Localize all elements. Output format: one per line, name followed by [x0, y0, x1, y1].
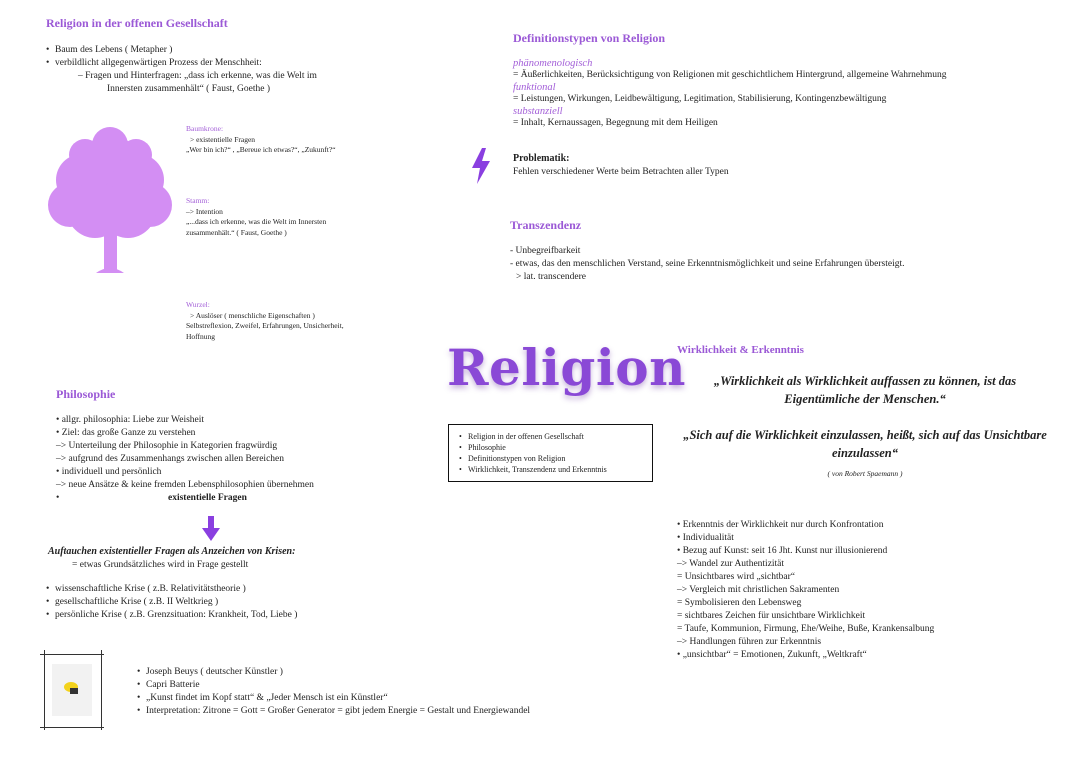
tree-root-text [186, 300, 416, 342]
root-label: Wurzel: [186, 300, 210, 309]
crown-label: Baumkrone: [186, 124, 224, 133]
root-line: > Auslöser ( menschliche Eigenschaften ) [190, 310, 315, 320]
trunk-line: zusammenhält.“ ( Faust, Goethe ) [186, 227, 287, 237]
beuys-artwork-image [40, 650, 104, 730]
list-item: = Symbolisieren den Lebensweg [677, 598, 802, 608]
list-item: • persönliche Krise ( z.B. Grenzsituation: Krankheit, Tod, Liebe ) [46, 609, 406, 622]
problem-title: Problematik: [513, 153, 570, 164]
crisis-subtitle: = etwas Grundsätzliches wird in Frage gestellt [72, 560, 249, 570]
section-title-wirklichkeit: Wirklichkeit & Erkenntnis [677, 344, 804, 356]
trunk-line: „...dass ich erkenne, was die Welt im Innersten [186, 217, 327, 226]
philosophie-text [56, 414, 396, 505]
definition-types [513, 58, 1033, 130]
trunk-label: Stamm: [186, 196, 210, 205]
trunk-line: –> Intention [186, 206, 223, 216]
list-item: • Joseph Beuys ( deutscher Künstler ) [137, 666, 617, 679]
crown-line: > existentielle Fragen [190, 134, 256, 144]
quote-2: „Sich auf die Wirklichkeit einzulassen, heißt, sich auf das Unsichtbare einzulassen“ [683, 428, 1047, 460]
page-title: Religion [447, 338, 687, 397]
def-type-name: substanziell [513, 106, 563, 117]
root-line: Hoffnung [186, 331, 216, 341]
section-title-gesellschaft: Religion in der offenen Gesellschaft [46, 16, 228, 30]
list-item: • Interpretation: Zitrone = Gott = Großer Generator = gibt jedem Energie = Gestalt und Energiewandel [137, 705, 617, 718]
quote-author: ( von Robert Spaemann ) [827, 469, 903, 478]
list-item: = Taufe, Kommunion, Firmung, Ehe/Weihe, Buße, Krankensalbung [677, 624, 935, 634]
def-type-desc: = Leistungen, Wirkungen, Leidbewältigung, Legitimation, Stabilisierung, Kontingenzbewältigung [513, 94, 887, 104]
list-item: • „Kunst findet im Kopf statt“ & „Jeder Mensch ist ein Künstler“ [137, 692, 617, 705]
list-item: • wissenschaftliche Krise ( z.B. Relativitätstheorie ) [46, 583, 406, 596]
crisis-list [46, 583, 406, 622]
list-item: • Ziel: das große Ganze zu verstehen [56, 428, 196, 438]
table-of-contents [448, 424, 653, 482]
list-item: –> Handlungen führen zur Erkenntnis [677, 637, 822, 647]
section-title-definitionstypen: Definitionstypen von Religion [513, 31, 666, 45]
list-item: - etwas, das den menschlichen Verstand, seine Erkenntnismöglichkeit und seine Erfahrungen übersteigt. [510, 259, 905, 269]
list-item: - Unbegreifbarkeit [510, 246, 581, 256]
def-type-name: funktional [513, 82, 556, 93]
list-item: –> aufgrund des Zusammenhangs zwischen allen Bereichen [56, 454, 285, 464]
quote-1: „Wirklichkeit als Wirklichkeit auffassen zu können, ist das Eigentümliche der Menschen.“ [713, 374, 1017, 406]
list-item: > lat. transcendere [516, 272, 586, 282]
problem-text: Fehlen verschiedener Werte beim Betrachten aller Typen [513, 167, 729, 177]
gesellschaft-text [46, 44, 406, 96]
section-title-transzendenz: Transzendenz [510, 218, 582, 232]
def-type-name: phänomenologisch [513, 58, 593, 69]
list-item: • verbildlicht allgegenwärtigen Prozess der Menschheit: [46, 57, 406, 70]
list-item: –> Unterteilung der Philosophie in Kategorien fragwürdig [56, 441, 278, 451]
existential-questions: existentielle Fragen [168, 493, 247, 503]
def-type-desc: = Inhalt, Kernaussagen, Begegnung mit dem Heiligen [513, 118, 718, 128]
def-type-desc: = Äußerlichkeiten, Berücksichtigung von Religionen mit geschichtlichem Hintergrund, allgemeine Wahrnehmung [513, 70, 947, 80]
list-item: • gesellschaftliche Krise ( z.B. II Weltkrieg ) [46, 596, 406, 609]
list-item: • Bezug auf Kunst: seit 16 Jht. Kunst nur illusionierend [677, 546, 888, 556]
toc-item: • Wirklichkeit, Transzendenz und Erkenntnis [459, 464, 642, 475]
list-item: • existentielle Fragen [56, 493, 247, 503]
list-subitem: – Fragen und Hinterfragen: „dass ich erkenne, was die Welt im [78, 71, 317, 81]
root-line: Selbstreflexion, Zweifel, Erfahrungen, Unsicherheit, [186, 321, 344, 330]
toc-item: • Religion in der offenen Gesellschaft [459, 431, 642, 442]
list-item: • Capri Batterie [137, 679, 617, 692]
tree-trunk-text [186, 196, 416, 238]
arrow-down-icon [201, 516, 221, 542]
tree-crown-text [186, 124, 416, 156]
tree-of-life-illustration [40, 125, 180, 277]
list-item: –> Wandel zur Authentizität [677, 559, 785, 569]
list-item: –> neue Ansätze & keine fremden Lebensphilosophien übernehmen [56, 480, 314, 490]
list-item: • individuell und persönlich [56, 467, 162, 477]
beuys-list [137, 666, 617, 718]
toc-item: • Philosophie [459, 442, 642, 453]
crisis-title: Auftauchen existentieller Fragen als Anzeichen von Krisen: [48, 546, 296, 557]
list-item: = sichtbares Zeichen für unsichtbare Wirklichkeit [677, 611, 866, 621]
list-item: • Erkenntnis der Wirklichkeit nur durch Konfrontation [677, 520, 884, 530]
list-item: = Unsichtbares wird „sichtbar“ [677, 572, 795, 582]
list-item: • „unsichtbar“ = Emotionen, Zukunft, „Weltkraft“ [677, 650, 867, 660]
transzendenz-text [510, 245, 1050, 284]
toc-item: • Definitionstypen von Religion [459, 453, 642, 464]
section-title-philosophie: Philosophie [56, 387, 116, 401]
list-subitem: Innersten zusammenhält“ ( Faust, Goethe ) [107, 84, 271, 94]
list-item: • Baum des Lebens ( Metapher ) [46, 44, 406, 57]
lightning-icon [470, 148, 492, 184]
crown-line: „Wer bin ich?“ , „Bereue ich etwas?“, „Zukunft?“ [186, 145, 336, 154]
wirklichkeit-list [677, 519, 1057, 662]
list-item: • allgr. philosophia: Liebe zur Weisheit [56, 415, 205, 425]
list-item: • Individualität [677, 533, 734, 543]
list-item: –> Vergleich mit christlichen Sakramenten [677, 585, 840, 595]
